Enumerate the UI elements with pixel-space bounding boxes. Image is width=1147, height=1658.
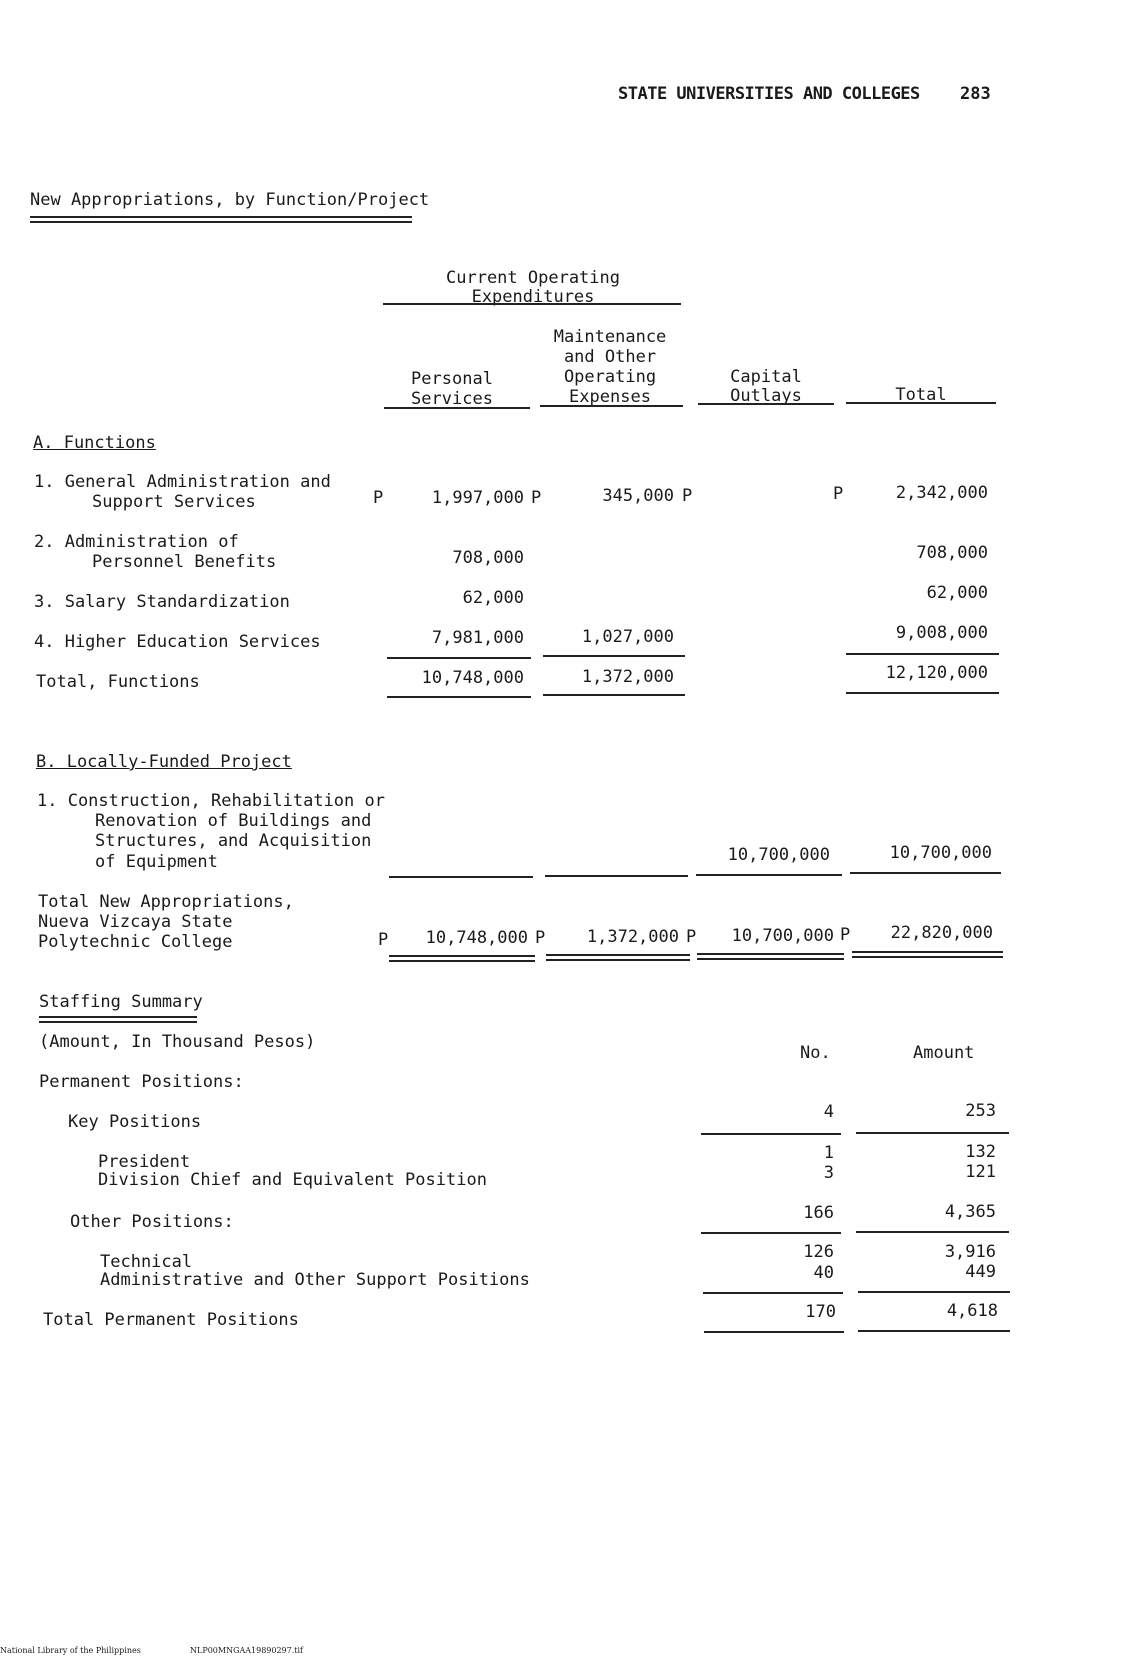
grand-total-capital: 10,700,000	[731, 926, 834, 946]
currency-mark: P	[531, 488, 542, 508]
technical-no: 126	[803, 1242, 834, 1262]
other-positions-amount: 4,365	[944, 1202, 996, 1222]
project-label-line1: 1. Construction, Rehabilitation or	[37, 791, 385, 811]
function-4-mooe: 1,027,000	[581, 627, 674, 647]
project-heading: B. Locally-Funded Project	[36, 752, 292, 772]
grand-total-rule	[546, 954, 690, 961]
currency-mark: P	[686, 927, 697, 947]
function-1-label-line1: 1. General Administration and	[34, 472, 331, 492]
function-2-total: 708,000	[916, 543, 988, 563]
key-positions-no: 4	[823, 1102, 834, 1122]
project-label-line2: Renovation of Buildings and	[95, 811, 372, 831]
total-header-rule	[846, 402, 996, 404]
function-4-label-line1: 4. Higher Education Services	[34, 632, 321, 652]
personal-header-rule	[384, 407, 530, 409]
group-header-rule	[383, 303, 681, 305]
key-positions-label: Key Positions	[68, 1112, 202, 1132]
president-amount: 132	[965, 1142, 996, 1162]
grand-total-rule	[697, 953, 844, 960]
staffing-title-rule	[39, 1016, 197, 1023]
key-positions-rule	[856, 1132, 1009, 1134]
currency-mark: P	[682, 486, 693, 506]
section-title-rule	[30, 216, 412, 223]
grand-total-label-line3: Polytechnic College	[38, 932, 233, 952]
section-title: New Appropriations, by Function/Project	[30, 190, 430, 210]
division-chief-amount: 121	[965, 1162, 996, 1182]
running-title: STATE UNIVERSITIES AND COLLEGES	[618, 84, 920, 104]
other-positions-label: Other Positions:	[70, 1212, 234, 1232]
capital-header-line1: Capital	[730, 367, 802, 387]
grand-total-mooe: 1,372,000	[586, 927, 679, 947]
function-1-label-line2: Support Services	[92, 492, 256, 512]
other-positions-rule	[856, 1231, 1009, 1233]
function-1-total: 2,342,000	[895, 483, 988, 503]
function-3-personal: 62,000	[462, 588, 524, 608]
function-4-personal: 7,981,000	[431, 628, 524, 648]
function-2-label-line1: 2. Administration of	[34, 532, 239, 552]
staffing-col-amount: Amount	[913, 1043, 975, 1063]
division-chief-label: Division Chief and Equivalent Position	[98, 1170, 487, 1190]
project-rule	[850, 872, 1001, 874]
personal-header-line2: Services	[411, 389, 493, 409]
project-rule	[389, 876, 533, 878]
division-chief-no: 3	[823, 1163, 834, 1183]
project-capital: 10,700,000	[727, 845, 830, 865]
page-number: 283	[960, 84, 991, 104]
admin-support-no: 40	[813, 1263, 834, 1283]
capital-header-line2: Outlays	[730, 386, 802, 406]
total-permanent-amount: 4,618	[946, 1301, 998, 1321]
currency-mark: P	[840, 925, 851, 945]
admin-support-label: Administrative and Other Support Positions	[100, 1270, 530, 1290]
footer-file-id: NLP00MNGAA19890297.tif	[190, 1646, 304, 1655]
functions-subtotal-rule	[543, 655, 685, 657]
total-permanent-rule	[704, 1331, 844, 1333]
function-1-mooe: 345,000	[602, 486, 674, 506]
total-permanent-rule	[858, 1330, 1010, 1332]
grand-total-rule	[852, 951, 1003, 958]
currency-mark: P	[535, 928, 546, 948]
functions-subtotal-rule	[846, 653, 999, 655]
key-positions-rule	[701, 1133, 841, 1135]
functions-total-rule	[846, 692, 999, 694]
grand-total-personal: 10,748,000	[425, 928, 528, 948]
capital-header-rule	[698, 403, 834, 405]
mooe-header-line4: Expenses	[569, 387, 651, 407]
mooe-header-line3: Operating	[563, 367, 657, 387]
grand-total-label-line2: Nueva Vizcaya State	[38, 912, 233, 932]
functions-total-label: Total, Functions	[36, 672, 200, 692]
technical-amount: 3,916	[944, 1242, 996, 1262]
functions-total-personal: 10,748,000	[421, 668, 524, 688]
function-3-total: 62,000	[926, 583, 988, 603]
staffing-title: Staffing Summary	[39, 992, 203, 1012]
mooe-header-line1: Maintenance	[553, 327, 667, 347]
permanent-positions-label: Permanent Positions:	[39, 1072, 244, 1092]
function-2-personal: 708,000	[452, 548, 524, 568]
currency-mark: P	[378, 930, 389, 950]
function-4-total: 9,008,000	[895, 623, 988, 643]
group-header-line1: Current Operating	[446, 268, 620, 288]
key-positions-amount: 253	[965, 1101, 996, 1121]
personal-header-line1: Personal	[411, 369, 493, 389]
project-total: 10,700,000	[889, 843, 992, 863]
project-label-line3: Structures, and Acquisition	[95, 831, 372, 851]
other-positions-rule	[701, 1232, 841, 1234]
functions-total-rule	[387, 696, 531, 698]
admin-support-rule	[858, 1291, 1010, 1293]
admin-support-amount: 449	[965, 1262, 996, 1282]
footer-library: National Library of the Philippines	[0, 1646, 141, 1655]
functions-total-mooe: 1,372,000	[581, 667, 674, 687]
president-label: President	[98, 1152, 191, 1172]
other-positions-no: 166	[803, 1203, 834, 1223]
functions-subtotal-rule	[387, 657, 531, 659]
function-1-personal: 1,997,000	[431, 488, 524, 508]
total-header: Total	[895, 385, 947, 405]
function-2-label-line2: Personnel Benefits	[92, 552, 277, 572]
grand-total-rule	[389, 955, 535, 962]
functions-total-total: 12,120,000	[885, 663, 988, 683]
grand-total-total: 22,820,000	[890, 923, 993, 943]
project-label-line4: of Equipment	[95, 852, 218, 872]
total-permanent-no: 170	[805, 1302, 836, 1322]
grand-total-label-line1: Total New Appropriations,	[38, 892, 294, 912]
mooe-header-line2: and Other	[563, 347, 657, 367]
staffing-col-no: No.	[800, 1043, 831, 1063]
mooe-header-rule	[540, 405, 683, 407]
technical-label: Technical	[100, 1252, 193, 1272]
function-3-label-line1: 3. Salary Standardization	[34, 592, 290, 612]
project-rule	[696, 874, 842, 876]
functions-total-rule	[543, 694, 685, 696]
project-rule	[545, 875, 688, 877]
admin-support-rule	[703, 1292, 843, 1294]
currency-mark: P	[373, 488, 384, 508]
staffing-unit-note: (Amount, In Thousand Pesos)	[39, 1032, 316, 1052]
president-no: 1	[823, 1143, 834, 1163]
group-header-line2: Expenditures	[471, 287, 595, 307]
total-permanent-label: Total Permanent Positions	[43, 1310, 299, 1330]
functions-heading: A. Functions	[33, 433, 156, 453]
currency-mark: P	[833, 484, 844, 504]
